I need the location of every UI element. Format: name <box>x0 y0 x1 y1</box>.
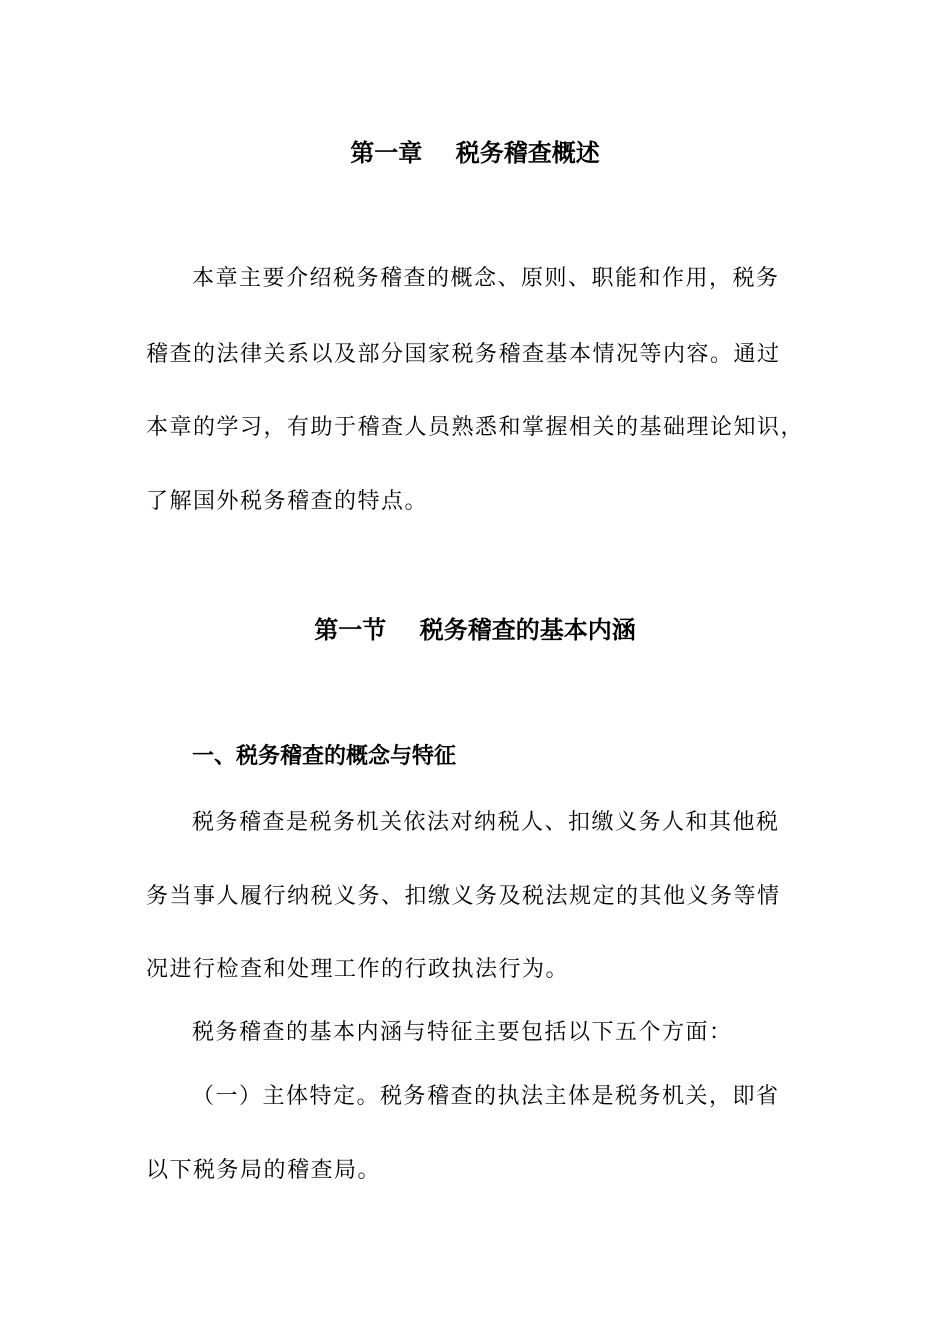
item-one-line: （一）主体特定。税务稽查的执法主体是税务机关，即省 <box>192 1084 780 1109</box>
chapter-title: 第一章 税务稽查概述 <box>350 139 600 167</box>
intro-line: 本章的学习，有助于稽查人员熟悉和掌握相关的基础理论知识， <box>146 415 805 440</box>
subsection-heading: 一、税务稽查的概念与特征 <box>192 744 457 769</box>
definition-line: 务当事人履行纳税义务、扣缴义务及税法规定的其他义务等情 <box>146 884 781 909</box>
definition-line: 况进行检查和处理工作的行政执法行为。 <box>146 957 570 982</box>
summary-line: 税务稽查的基本内涵与特征主要包括以下五个方面： <box>192 1020 733 1045</box>
item-one-line: 以下税务局的稽查局。 <box>146 1158 382 1183</box>
section-title: 第一节 税务稽查的基本内涵 <box>314 616 636 644</box>
definition-line: 税务稽查是税务机关依法对纳税人、扣缴义务人和其他税 <box>192 810 780 835</box>
intro-line: 本章主要介绍税务稽查的概念、原则、职能和作用，税务 <box>192 266 780 291</box>
intro-line: 稽查的法律关系以及部分国家税务稽查基本情况等内容。通过 <box>146 342 781 367</box>
intro-line: 了解国外税务稽查的特点。 <box>146 489 429 514</box>
